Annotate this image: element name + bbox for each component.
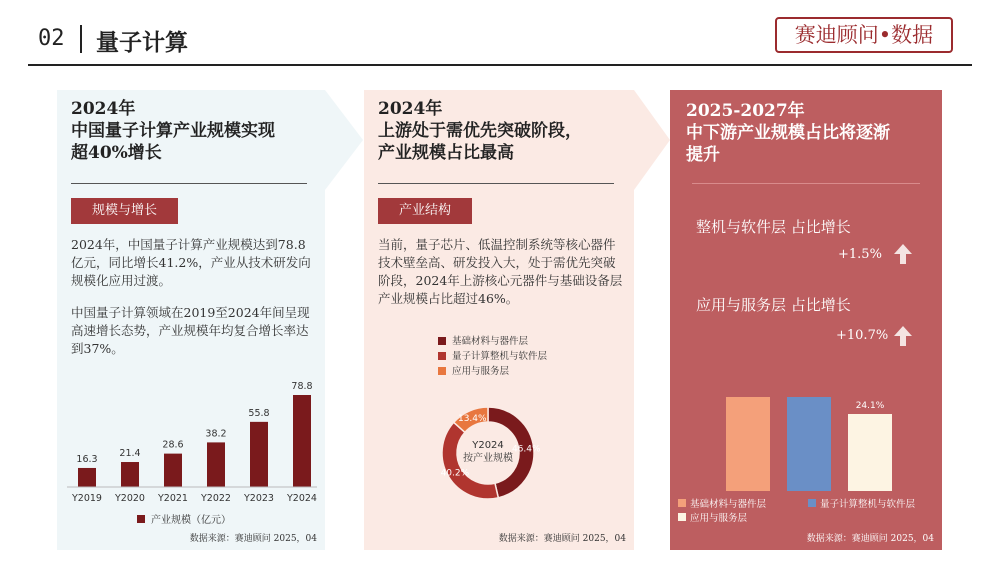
header-rule bbox=[28, 64, 972, 66]
forecast-bar-value-label: 24.1% bbox=[855, 401, 885, 411]
bar-value-label: 78.8 bbox=[291, 381, 313, 392]
bar-category-label: Y2023 bbox=[244, 493, 274, 504]
legend-label: 量子计算整机与软件层 bbox=[820, 499, 916, 510]
bar-category-label: Y2021 bbox=[158, 493, 188, 504]
legend-label: 应用与服务层 bbox=[452, 366, 510, 377]
legend-label: 基础材料与器件层 bbox=[690, 499, 767, 510]
panel-forecast bbox=[670, 90, 942, 550]
bar bbox=[250, 422, 268, 487]
panel1-title-line: 2024年 bbox=[71, 99, 136, 119]
growth-bar-chart bbox=[57, 380, 325, 530]
bar-value-label: 28.6 bbox=[162, 439, 184, 451]
flow-arrow bbox=[634, 90, 670, 190]
forecast-bar-materials bbox=[726, 397, 770, 491]
legend-swatch bbox=[678, 513, 686, 521]
panel2-title-line: 2024年 bbox=[378, 99, 443, 119]
increase-arrow-icon bbox=[892, 242, 914, 266]
bar bbox=[164, 454, 182, 487]
bar bbox=[293, 395, 311, 487]
donut-center-line: Y2024 bbox=[472, 440, 504, 451]
panel2-title-line: 上游处于需优先突破阶段， bbox=[378, 121, 582, 141]
panel-industry-structure bbox=[364, 90, 634, 550]
stat2-value: +10.7% bbox=[836, 328, 889, 343]
panel1-title-line: 超40%增长 bbox=[71, 143, 162, 163]
bar bbox=[78, 468, 96, 487]
donut-center-line: 按产业规模 bbox=[463, 453, 513, 464]
panel1-source: 数据来源：赛迪顾问 2025，04 bbox=[189, 534, 317, 544]
panel3-divider bbox=[692, 183, 920, 184]
panel1-title-line: 中国量子计算产业规模实现 bbox=[71, 121, 275, 141]
header-separator bbox=[80, 25, 82, 53]
stat1-value: +1.5% bbox=[838, 247, 882, 262]
bar-category-label: Y2022 bbox=[201, 493, 231, 504]
panel2-tag: 产业结构 bbox=[378, 198, 472, 224]
brand-logo: 赛迪顾问•数据 bbox=[775, 17, 953, 53]
donut-slice-label: 46.4% bbox=[511, 444, 541, 455]
panel2-paragraph: 当前，量子芯片、低温控制系统等核心器件技术壁垒高、研发投入大，处于需优先突破阶段，2024年上游核心元器件与基础设备层产业规模占比超过46%。 bbox=[378, 237, 623, 306]
donut-slice-label: 13.4% bbox=[457, 413, 487, 424]
panel1-paragraph-1: 2024年，中国量子计算产业规模达到78.8亿元，同比增长41.2%，产业从技术研发向规模化应用过渡。 bbox=[71, 237, 311, 288]
legend-swatch bbox=[678, 499, 686, 507]
legend-swatch bbox=[438, 352, 446, 360]
panel1-paragraph-2: 中国量子计算领域在2019至2024年间呈现高速增长态势，产业规模年均复合增长率达到37%。 bbox=[71, 305, 310, 356]
flow-arrow bbox=[325, 90, 363, 190]
forecast-bar-hardware-software bbox=[787, 397, 831, 491]
increase-arrow-icon bbox=[892, 324, 914, 348]
legend-label: 应用与服务层 bbox=[690, 513, 748, 524]
panel2-title bbox=[378, 98, 628, 164]
panel3-title-line: 2025-2027年 bbox=[686, 101, 805, 121]
panel2-source: 数据来源：赛迪顾问 2025，04 bbox=[498, 534, 626, 544]
bar bbox=[121, 462, 139, 487]
bar-value-label: 21.4 bbox=[119, 448, 141, 460]
stat1-label: 整机与软件层 占比增长 bbox=[696, 218, 851, 236]
legend-swatch bbox=[808, 499, 816, 507]
stat2-label: 应用与服务层 占比增长 bbox=[696, 296, 851, 314]
bar-category-label: Y2019 bbox=[72, 493, 102, 504]
bar-value-label: 16.3 bbox=[76, 453, 98, 465]
structure-donut-chart bbox=[364, 334, 634, 529]
forecast-bar-chart bbox=[670, 386, 942, 531]
panel1-divider bbox=[71, 183, 307, 184]
panel3-title-line: 提升 bbox=[686, 145, 720, 165]
donut-slice-label: 40.2% bbox=[440, 468, 470, 479]
panel2-divider bbox=[378, 183, 614, 184]
section-number: 02 bbox=[38, 26, 65, 51]
panel1-title bbox=[71, 98, 321, 164]
legend-label: 产业规模（亿元） bbox=[151, 515, 231, 526]
bar-value-label: 38.2 bbox=[205, 428, 227, 440]
panel2-title-line: 产业规模占比最高 bbox=[378, 143, 514, 163]
bar-category-label: Y2024 bbox=[287, 493, 317, 504]
panel3-title bbox=[686, 100, 936, 166]
forecast-bar-applications bbox=[848, 414, 892, 491]
panel1-tag: 规模与增长 bbox=[71, 198, 178, 224]
bar-category-label: Y2020 bbox=[115, 493, 145, 504]
legend-label: 量子计算整机与软件层 bbox=[452, 351, 548, 362]
legend-swatch bbox=[438, 337, 446, 345]
bar-value-label: 55.8 bbox=[248, 407, 270, 419]
panel3-source: 数据来源：赛迪顾问 2025，04 bbox=[806, 534, 934, 544]
legend-label: 基础材料与器件层 bbox=[452, 336, 529, 347]
panel3-title-line: 中下游产业规模占比将逐渐 bbox=[686, 123, 890, 143]
bar bbox=[207, 442, 225, 487]
panel-market-scale bbox=[57, 90, 325, 550]
legend-swatch bbox=[438, 367, 446, 375]
page-title: 量子计算 bbox=[96, 29, 188, 56]
legend-swatch bbox=[137, 515, 145, 523]
